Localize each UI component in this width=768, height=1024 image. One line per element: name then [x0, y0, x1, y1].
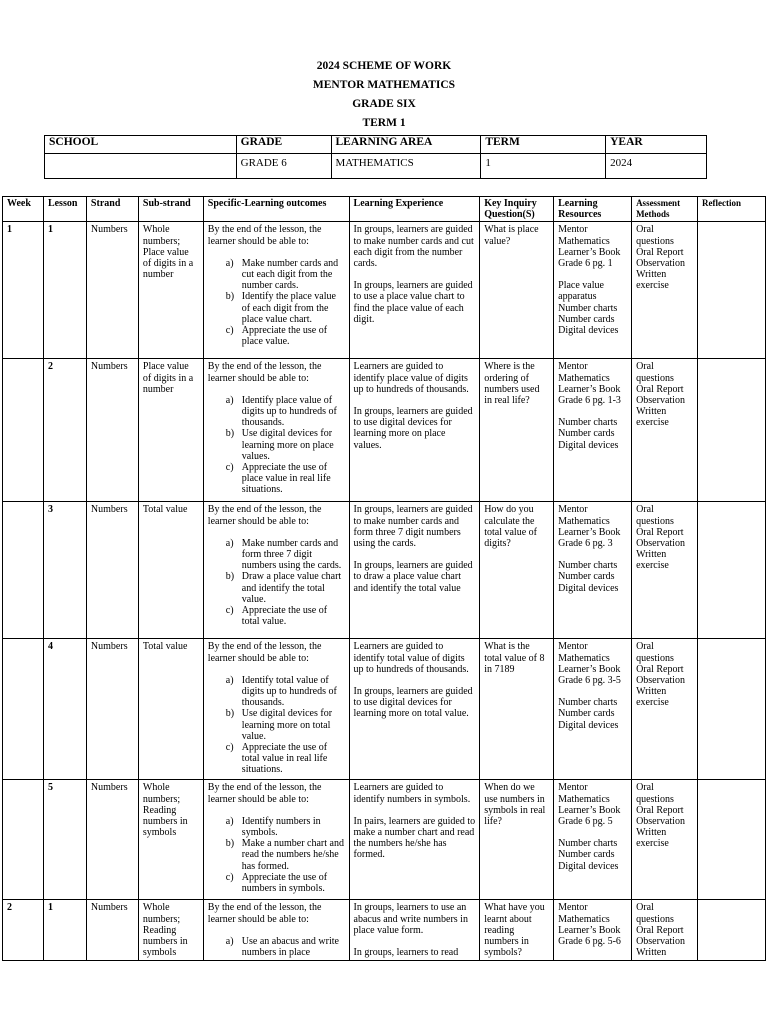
outcome-text: Make number cards and form three 7 digit numbers using the cards. — [241, 537, 342, 572]
question-cell: What is place value? — [480, 222, 554, 359]
outcomes-intro: By the end of the lesson, the learner should be able to: — [207, 782, 322, 805]
resources-cell — [554, 222, 632, 359]
substrand-cell: Place value of digits in a number — [138, 359, 203, 502]
experience-paragraph: Learners are guided to identify total value of digits up to hundreds of thousands. — [353, 641, 469, 675]
experience-cell — [349, 639, 480, 780]
info-header-grade: GRADE — [236, 136, 331, 154]
assessment-cell: Oral questions Oral Report Observation Written exercise — [632, 780, 698, 900]
assessment-cell: Oral questions Oral Report Observation Written exercise — [632, 502, 698, 639]
resource-block: Mentor Mathematics Learner’s Book Grade 6 pg. 1-3 — [558, 361, 621, 407]
experience-paragraph: Learners are guided to identify numbers in symbols. — [353, 782, 471, 805]
strand-cell: Numbers — [86, 222, 138, 359]
week-cell — [3, 359, 44, 502]
info-value-school — [45, 154, 237, 179]
substrand-cell: Whole numbers; Reading numbers in symbols — [138, 780, 203, 900]
outcomes-list — [208, 816, 345, 894]
col-substrand: Sub-strand — [138, 197, 203, 222]
resource-block: Mentor Mathematics Learner’s Book Grade 6 pg. 5-6 — [558, 902, 621, 948]
assessment-cell: Oral questions Oral Report Observation Written exercise — [632, 359, 698, 502]
outcomes-cell — [203, 502, 349, 639]
experience-paragraph: Learners are guided to identify place value of digits up to hundreds of thousands. — [353, 361, 469, 395]
outcome-item — [208, 605, 345, 627]
table-row — [3, 639, 766, 780]
outcome-item — [208, 708, 345, 742]
resource-block: Place value apparatus Number charts Number cards Digital devices — [558, 280, 619, 337]
outcome-item — [208, 538, 345, 572]
info-header-term: TERM — [481, 136, 606, 154]
lesson-cell: 2 — [43, 359, 86, 502]
outcome-marker: a) — [225, 935, 234, 947]
resource-block: Number charts Number cards Digital devices — [558, 417, 619, 451]
experience-paragraph: In groups, learners are guided to use digital devices for learning more on total value. — [353, 686, 473, 720]
info-table — [44, 135, 707, 179]
outcome-marker: a) — [225, 394, 234, 406]
resources-cell — [554, 780, 632, 900]
outcome-text: Use digital devices for learning more on place values. — [241, 428, 334, 462]
experience-cell — [349, 502, 480, 639]
title-publisher: MENTOR MATHEMATICS — [312, 79, 456, 91]
outcomes-intro: By the end of the lesson, the learner should be able to: — [207, 902, 322, 925]
outcome-item — [208, 742, 345, 776]
assessment-cell: Oral questions Oral Report Observation Written exercise — [632, 639, 698, 780]
substrand-cell: Whole numbers; Place value of digits in a number — [138, 222, 203, 359]
lesson-cell: 4 — [43, 639, 86, 780]
experience-paragraph: In groups, learners are guided to make number cards and cut each digit from the number cards. — [353, 224, 474, 270]
document-titles — [0, 57, 768, 133]
assessment-cell: Oral questions Oral Report Observation Written exercise — [632, 222, 698, 359]
outcome-marker: b) — [225, 291, 235, 303]
resource-block: Mentor Mathematics Learner’s Book Grade 6 pg. 3 — [558, 504, 621, 550]
reflection-cell — [698, 502, 766, 639]
outcome-marker: a) — [225, 537, 234, 549]
col-lesson: Lesson — [43, 197, 86, 222]
info-header-year: YEAR — [606, 136, 707, 154]
outcomes-list — [208, 538, 345, 628]
reflection-cell — [698, 359, 766, 502]
outcome-item — [208, 395, 345, 429]
resources-cell — [554, 359, 632, 502]
outcome-marker: a) — [225, 815, 234, 827]
outcome-marker: c) — [225, 871, 234, 883]
outcome-text: Use an abacus and write numbers in place — [241, 935, 339, 959]
col-resources: Learning Resources — [554, 197, 632, 222]
outcomes-cell — [203, 639, 349, 780]
outcome-item — [208, 838, 345, 872]
experience-cell — [349, 780, 480, 900]
question-cell: Where is the ordering of numbers used in real life? — [480, 359, 554, 502]
outcome-marker: c) — [225, 462, 234, 474]
outcome-item — [208, 675, 345, 709]
outcomes-intro: By the end of the lesson, the learner should be able to: — [207, 224, 322, 247]
experience-cell — [349, 900, 480, 961]
resource-spacer — [558, 406, 627, 417]
strand-cell: Numbers — [86, 780, 138, 900]
col-week: Week — [3, 197, 44, 222]
outcome-text: Draw a place value chart and identify the total value. — [241, 571, 342, 605]
outcome-text: Appreciate the use of total value. — [241, 605, 328, 628]
outcome-item — [208, 571, 345, 605]
scheme-body — [3, 222, 766, 961]
outcome-text: Identify the place value of each digit from the place value chart. — [241, 291, 336, 325]
outcomes-cell — [203, 359, 349, 502]
resource-block: Number charts Number cards Digital devices — [558, 560, 619, 594]
scheme-header-row — [3, 197, 766, 222]
outcomes-intro: By the end of the lesson, the learner should be able to: — [207, 361, 322, 384]
outcomes-list — [208, 675, 345, 776]
week-cell: 2 — [3, 900, 44, 961]
outcome-marker: b) — [225, 708, 235, 720]
lesson-cell: 3 — [43, 502, 86, 639]
experience-cell — [349, 222, 480, 359]
outcome-item — [208, 816, 345, 838]
outcomes-cell — [203, 900, 349, 961]
strand-cell: Numbers — [86, 900, 138, 961]
resource-block: Number charts Number cards Digital devices — [558, 838, 619, 872]
outcome-item — [208, 462, 345, 496]
outcome-item — [208, 258, 345, 292]
outcome-text: Appreciate the use of total value in real life situations. — [241, 742, 328, 776]
col-outcomes: Specific-Learning outcomes — [203, 197, 349, 222]
question-cell: When do we use numbers in symbols in real life? — [480, 780, 554, 900]
outcome-text: Appreciate the use of numbers in symbols. — [241, 871, 328, 895]
question-cell: How do you calculate the total value of digits? — [480, 502, 554, 639]
substrand-cell: Whole numbers; Reading numbers in symbols — [138, 900, 203, 961]
info-header-learning-area: LEARNING AREA — [331, 136, 481, 154]
outcome-marker: c) — [225, 325, 234, 337]
col-strand: Strand — [86, 197, 138, 222]
experience-paragraph: In groups, learners to read — [353, 947, 459, 959]
substrand-cell: Total value — [138, 502, 203, 639]
info-header-row — [45, 136, 707, 154]
outcome-marker: b) — [225, 571, 235, 583]
outcome-marker: b) — [225, 838, 235, 850]
title-term: TERM 1 — [362, 117, 406, 129]
resource-block: Mentor Mathematics Learner’s Book Grade 6 pg. 5 — [558, 782, 621, 828]
outcomes-cell — [203, 780, 349, 900]
experience-cell — [349, 359, 480, 502]
outcome-text: Appreciate the use of place value. — [241, 325, 328, 348]
col-experience: Learning Experience — [349, 197, 480, 222]
experience-paragraph: In groups, learners are guided to use a place value chart to find the place value of each digit. — [353, 280, 473, 325]
question-cell: What have you learnt about reading numbers in symbols? — [480, 900, 554, 961]
resources-cell — [554, 639, 632, 780]
week-cell — [3, 780, 44, 900]
table-row — [3, 359, 766, 502]
outcome-item — [208, 428, 345, 462]
experience-paragraph: In groups, learners are guided to draw a place value chart and identify the total value — [353, 560, 473, 594]
outcome-marker: a) — [225, 257, 234, 269]
col-question: Key Inquiry Question(S) — [480, 197, 554, 222]
strand-cell: Numbers — [86, 359, 138, 502]
lesson-cell: 1 — [43, 222, 86, 359]
outcome-text: Use digital devices for learning more on total value. — [241, 708, 333, 742]
table-row — [3, 780, 766, 900]
outcomes-list — [208, 936, 345, 958]
reflection-cell — [698, 222, 766, 359]
outcomes-intro: By the end of the lesson, the learner should be able to: — [207, 641, 322, 664]
outcome-item — [208, 936, 345, 958]
outcome-item — [208, 872, 345, 894]
outcomes-list — [208, 395, 345, 496]
table-row — [3, 900, 766, 961]
question-cell: What is the total value of 8 in 7189 — [480, 639, 554, 780]
week-cell — [3, 502, 44, 639]
experience-paragraph: In groups, learners are guided to use digital devices for learning more on place values. — [353, 406, 473, 451]
resources-cell — [554, 502, 632, 639]
week-cell: 1 — [3, 222, 44, 359]
resource-block: Mentor Mathematics Learner’s Book Grade 6 pg. 1 — [558, 224, 621, 270]
lesson-cell: 1 — [43, 900, 86, 961]
scheme-table — [2, 196, 766, 961]
title-grade: GRADE SIX — [352, 98, 416, 110]
experience-paragraph: In groups, learners are guided to make number cards and form three 7 digit numbers using the cards. — [353, 504, 473, 550]
reflection-cell — [698, 780, 766, 900]
outcome-item — [208, 291, 345, 325]
strand-cell: Numbers — [86, 502, 138, 639]
outcomes-cell — [203, 222, 349, 359]
info-value-row — [45, 154, 707, 179]
outcome-text: Identify total value of digits up to hundreds of thousands. — [241, 674, 337, 709]
assessment-cell: Oral questions Oral Report Observation Written — [632, 900, 698, 961]
strand-cell: Numbers — [86, 639, 138, 780]
table-row — [3, 222, 766, 359]
outcome-text: Make number cards and cut each digit from the number cards. — [241, 257, 339, 292]
outcome-text: Identify numbers in symbols. — [241, 815, 321, 839]
reflection-cell — [698, 639, 766, 780]
lesson-cell: 5 — [43, 780, 86, 900]
col-assessment: Assessment Methods — [632, 197, 698, 222]
col-reflection: Reflection — [698, 197, 766, 222]
experience-paragraph: In groups, learners to use an abacus and write numbers in place value form. — [353, 902, 468, 936]
outcome-text: Appreciate the use of place value in real life situations. — [241, 462, 331, 496]
outcome-item — [208, 325, 345, 347]
outcome-marker: c) — [225, 742, 234, 754]
title-scheme: 2024 SCHEME OF WORK — [316, 60, 452, 72]
info-value-learning-area: MATHEMATICS — [331, 154, 481, 179]
outcome-marker: c) — [225, 605, 234, 617]
outcome-text: Identify place value of digits up to hundreds of thousands. — [241, 394, 337, 429]
outcomes-intro: By the end of the lesson, the learner should be able to: — [207, 504, 322, 527]
reflection-cell — [698, 900, 766, 961]
resources-cell — [554, 900, 632, 961]
info-value-grade: GRADE 6 — [236, 154, 331, 179]
table-row — [3, 502, 766, 639]
info-header-school: SCHOOL — [45, 136, 237, 154]
substrand-cell: Total value — [138, 639, 203, 780]
info-value-year: 2024 — [606, 154, 707, 179]
resource-block: Mentor Mathematics Learner’s Book Grade 6 pg. 3-5 — [558, 641, 621, 687]
outcome-marker: b) — [225, 428, 235, 440]
resource-block: Number charts Number cards Digital devices — [558, 697, 619, 731]
outcome-text: Make a number chart and read the numbers he/she has formed. — [241, 838, 344, 872]
info-value-term: 1 — [481, 154, 606, 179]
week-cell — [3, 639, 44, 780]
outcome-marker: a) — [225, 674, 234, 686]
experience-paragraph: In pairs, learners are guided to make a number chart and read the numbers he/she has formed. — [353, 815, 476, 861]
outcomes-list — [208, 258, 345, 348]
